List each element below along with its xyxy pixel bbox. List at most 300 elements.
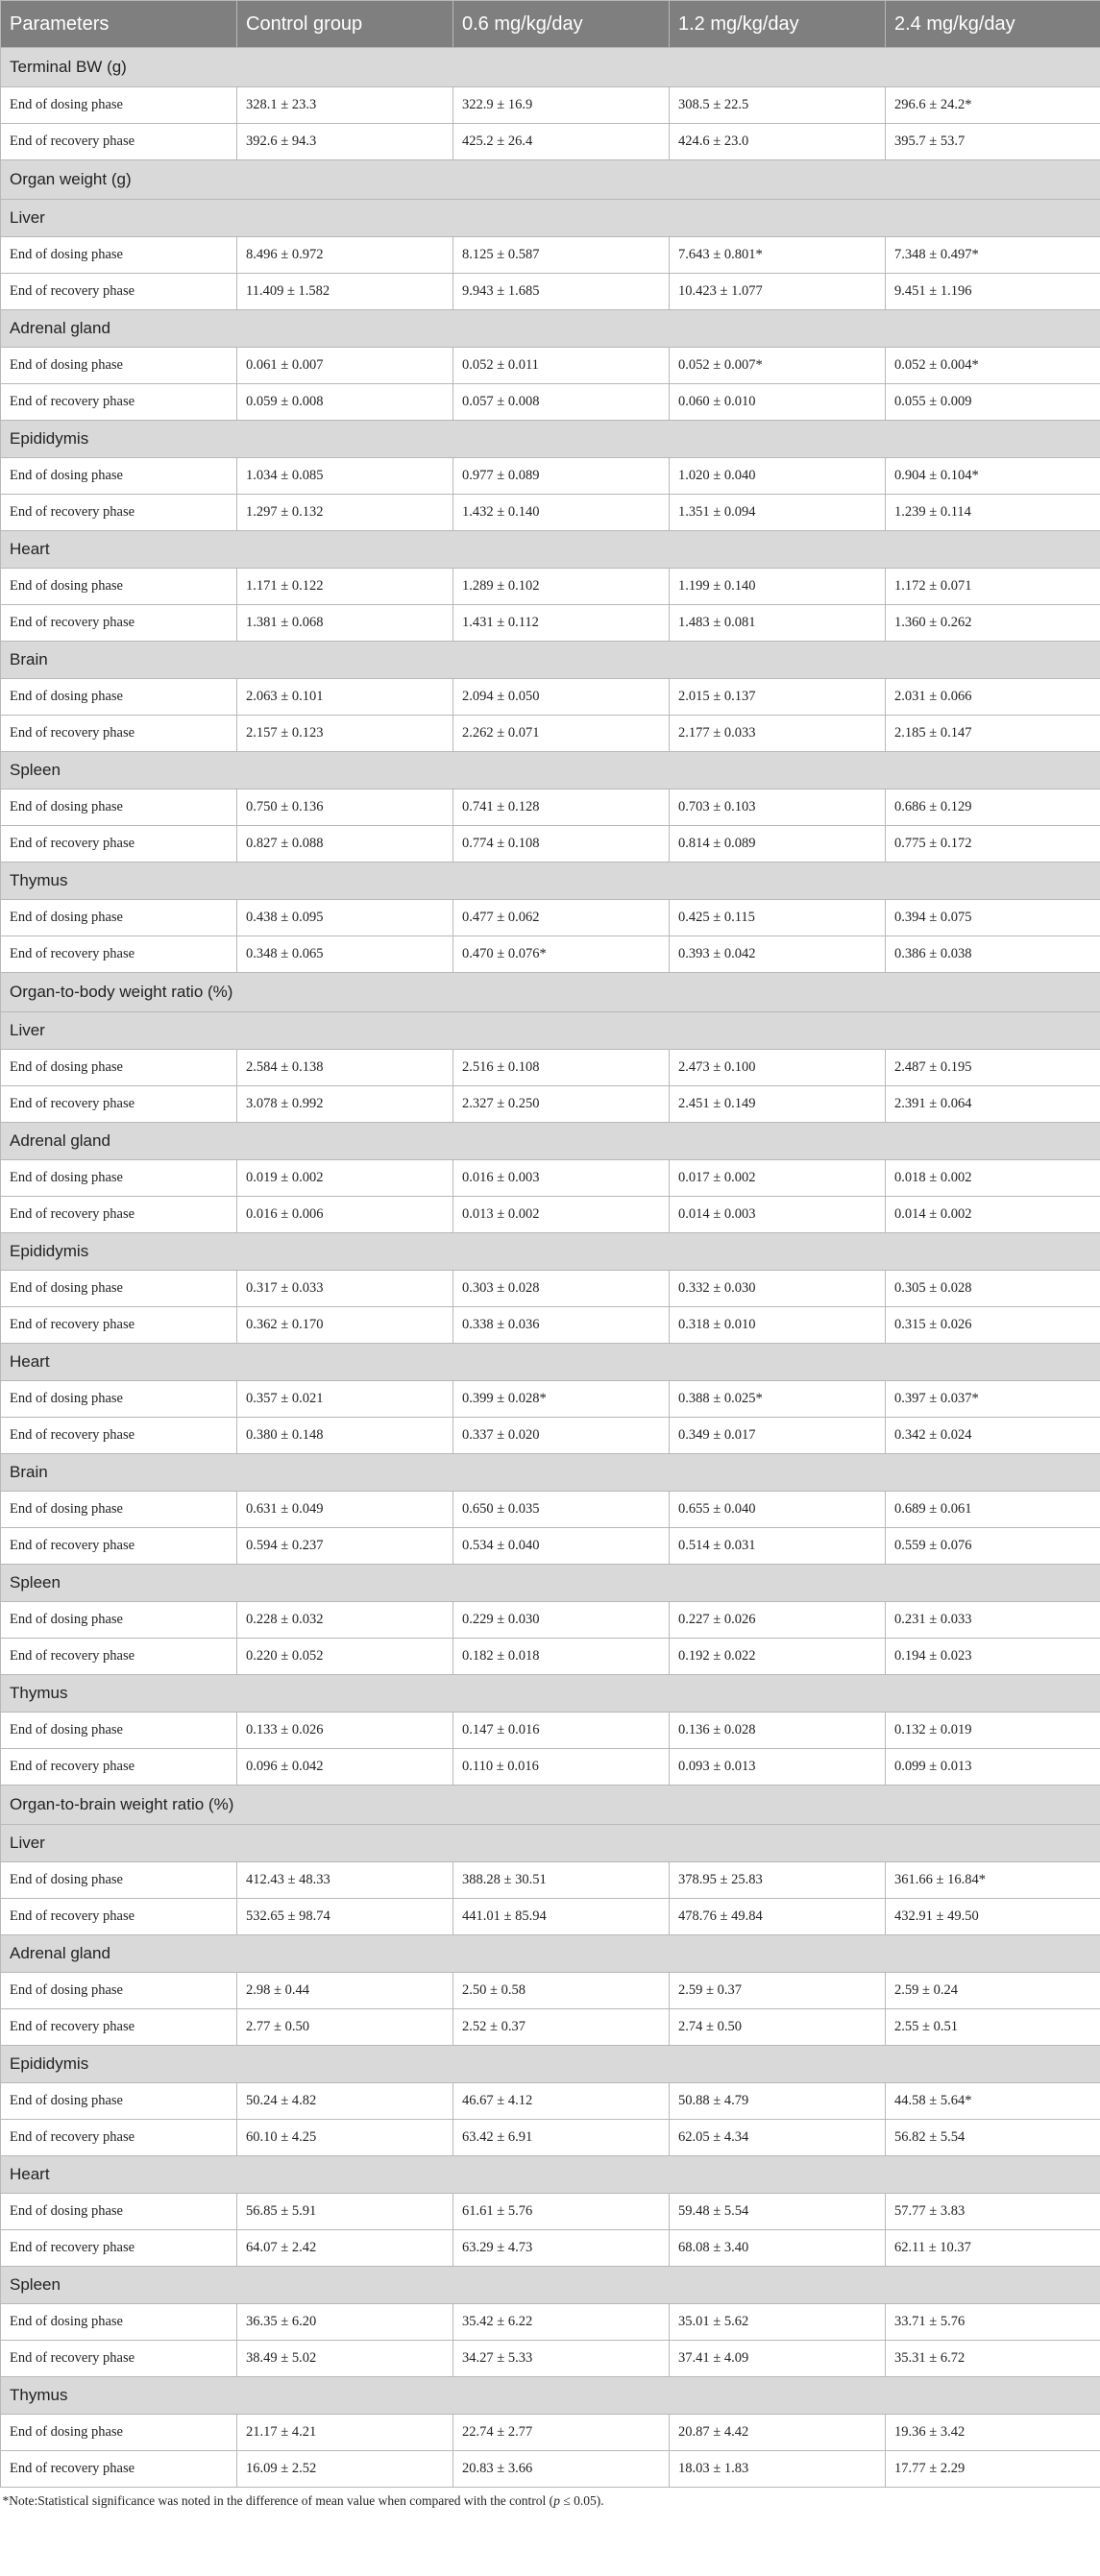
row-label-cell: End of dosing phase xyxy=(1,1862,237,1899)
row-label-cell: End of dosing phase xyxy=(1,237,237,274)
value-cell: 0.052 ± 0.011 xyxy=(453,348,670,384)
value-cell: 37.41 ± 4.09 xyxy=(670,2341,886,2377)
row-label-cell: End of dosing phase xyxy=(1,1271,237,1307)
value-cell: 9.943 ± 1.685 xyxy=(453,274,670,310)
row-label-cell: End of recovery phase xyxy=(1,1528,237,1565)
table-row xyxy=(1,569,1100,605)
value-cell: 1.432 ± 0.140 xyxy=(453,495,670,531)
value-cell: 0.349 ± 0.017 xyxy=(670,1418,886,1454)
table-row xyxy=(1,2009,1100,2046)
organ-header-row xyxy=(1,1675,1100,1713)
value-cell: 2.74 ± 0.50 xyxy=(670,2009,886,2046)
value-cell: 0.096 ± 0.042 xyxy=(237,1749,453,1786)
table-row xyxy=(1,458,1100,495)
group-header-row xyxy=(1,48,1100,87)
group-label: Terminal BW (g) xyxy=(1,48,1100,87)
table-row xyxy=(1,1862,1100,1899)
value-cell: 1.351 ± 0.094 xyxy=(670,495,886,531)
organ-label: Epididymis xyxy=(1,421,1100,458)
row-label-cell: End of dosing phase xyxy=(1,1381,237,1418)
row-label-cell: End of recovery phase xyxy=(1,1418,237,1454)
row-label-cell: End of dosing phase xyxy=(1,790,237,826)
table-header-row xyxy=(1,1,1100,48)
organ-header-row xyxy=(1,421,1100,458)
value-cell: 2.391 ± 0.064 xyxy=(886,1086,1100,1123)
table-row xyxy=(1,936,1100,973)
organ-label: Adrenal gland xyxy=(1,1123,1100,1160)
row-label-cell: End of dosing phase xyxy=(1,1050,237,1086)
value-cell: 0.342 ± 0.024 xyxy=(886,1418,1100,1454)
value-cell: 0.099 ± 0.013 xyxy=(886,1749,1100,1786)
organ-header-row xyxy=(1,1123,1100,1160)
value-cell: 412.43 ± 48.33 xyxy=(237,1862,453,1899)
value-cell: 1.431 ± 0.112 xyxy=(453,605,670,642)
value-cell: 3.078 ± 0.992 xyxy=(237,1086,453,1123)
value-cell: 1.020 ± 0.040 xyxy=(670,458,886,495)
value-cell: 64.07 ± 2.42 xyxy=(237,2230,453,2267)
table-row xyxy=(1,605,1100,642)
organ-header-row xyxy=(1,2377,1100,2415)
table-row xyxy=(1,348,1100,384)
table-row xyxy=(1,1602,1100,1639)
value-cell: 0.093 ± 0.013 xyxy=(670,1749,886,1786)
row-label-cell: End of dosing phase xyxy=(1,2083,237,2120)
value-cell: 2.031 ± 0.066 xyxy=(886,679,1100,716)
value-cell: 425.2 ± 26.4 xyxy=(453,124,670,160)
table-row xyxy=(1,1307,1100,1344)
footnote-row xyxy=(1,2488,1100,2510)
value-cell: 22.74 ± 2.77 xyxy=(453,2415,670,2451)
row-label-cell: End of recovery phase xyxy=(1,1639,237,1675)
organ-label: Adrenal gland xyxy=(1,1935,1100,1973)
row-label-cell: End of dosing phase xyxy=(1,679,237,716)
row-label-cell: End of recovery phase xyxy=(1,1307,237,1344)
value-cell: 0.061 ± 0.007 xyxy=(237,348,453,384)
value-cell: 0.194 ± 0.023 xyxy=(886,1639,1100,1675)
value-cell: 532.65 ± 98.74 xyxy=(237,1899,453,1935)
value-cell: 38.49 ± 5.02 xyxy=(237,2341,453,2377)
organ-header-row xyxy=(1,310,1100,348)
value-cell: 1.034 ± 0.085 xyxy=(237,458,453,495)
group-header-row xyxy=(1,973,1100,1012)
value-cell: 0.192 ± 0.022 xyxy=(670,1639,886,1675)
value-cell: 0.393 ± 0.042 xyxy=(670,936,886,973)
footnote-text-before: *Note:Statistical significance was noted in the difference of mean value when compared with the control ( xyxy=(2,2492,554,2508)
organ-header-row xyxy=(1,2267,1100,2304)
value-cell: 8.496 ± 0.972 xyxy=(237,237,453,274)
value-cell: 0.774 ± 0.108 xyxy=(453,826,670,863)
value-cell: 62.11 ± 10.37 xyxy=(886,2230,1100,2267)
organ-header-row xyxy=(1,2046,1100,2083)
value-cell: 2.59 ± 0.24 xyxy=(886,1973,1100,2009)
value-cell: 2.77 ± 0.50 xyxy=(237,2009,453,2046)
group-label: Organ-to-body weight ratio (%) xyxy=(1,973,1100,1012)
row-label-cell: End of recovery phase xyxy=(1,1086,237,1123)
value-cell: 0.136 ± 0.028 xyxy=(670,1713,886,1749)
value-cell: 1.172 ± 0.071 xyxy=(886,569,1100,605)
organ-label: Liver xyxy=(1,1012,1100,1050)
value-cell: 20.87 ± 4.42 xyxy=(670,2415,886,2451)
table-row xyxy=(1,2120,1100,2156)
organ-label: Liver xyxy=(1,1825,1100,1862)
value-cell: 0.650 ± 0.035 xyxy=(453,1492,670,1528)
value-cell: 328.1 ± 23.3 xyxy=(237,87,453,124)
value-cell: 0.477 ± 0.062 xyxy=(453,900,670,936)
row-label-cell: End of recovery phase xyxy=(1,2230,237,2267)
table-row xyxy=(1,1050,1100,1086)
value-cell: 8.125 ± 0.587 xyxy=(453,237,670,274)
value-cell: 392.6 ± 94.3 xyxy=(237,124,453,160)
value-cell: 0.133 ± 0.026 xyxy=(237,1713,453,1749)
value-cell: 0.750 ± 0.136 xyxy=(237,790,453,826)
value-cell: 9.451 ± 1.196 xyxy=(886,274,1100,310)
value-cell: 0.016 ± 0.006 xyxy=(237,1197,453,1233)
table-row xyxy=(1,679,1100,716)
row-label-cell: End of recovery phase xyxy=(1,605,237,642)
value-cell: 0.337 ± 0.020 xyxy=(453,1418,670,1454)
organ-header-row xyxy=(1,642,1100,679)
value-cell: 0.229 ± 0.030 xyxy=(453,1602,670,1639)
organ-label: Thymus xyxy=(1,863,1100,900)
value-cell: 0.362 ± 0.170 xyxy=(237,1307,453,1344)
footnote-text-after: ≤ 0.05). xyxy=(559,2492,604,2508)
value-cell: 0.397 ± 0.037* xyxy=(886,1381,1100,1418)
value-cell: 441.01 ± 85.94 xyxy=(453,1899,670,1935)
value-cell: 0.132 ± 0.019 xyxy=(886,1713,1100,1749)
row-label-cell: End of dosing phase xyxy=(1,900,237,936)
value-cell: 20.83 ± 3.66 xyxy=(453,2451,670,2488)
value-cell: 0.689 ± 0.061 xyxy=(886,1492,1100,1528)
row-label-cell: End of recovery phase xyxy=(1,2120,237,2156)
value-cell: 0.977 ± 0.089 xyxy=(453,458,670,495)
value-cell: 2.185 ± 0.147 xyxy=(886,716,1100,752)
value-cell: 0.305 ± 0.028 xyxy=(886,1271,1100,1307)
value-cell: 19.36 ± 3.42 xyxy=(886,2415,1100,2451)
value-cell: 21.17 ± 4.21 xyxy=(237,2415,453,2451)
value-cell: 36.35 ± 6.20 xyxy=(237,2304,453,2341)
value-cell: 2.98 ± 0.44 xyxy=(237,1973,453,2009)
footnote xyxy=(1,2488,1100,2510)
value-cell: 0.231 ± 0.033 xyxy=(886,1602,1100,1639)
value-cell: 1.360 ± 0.262 xyxy=(886,605,1100,642)
organ-header-row xyxy=(1,1344,1100,1381)
value-cell: 0.399 ± 0.028* xyxy=(453,1381,670,1418)
row-label-cell: End of recovery phase xyxy=(1,2009,237,2046)
table-row xyxy=(1,1418,1100,1454)
value-cell: 388.28 ± 30.51 xyxy=(453,1862,670,1899)
organ-label: Epididymis xyxy=(1,2046,1100,2083)
organ-header-row xyxy=(1,1012,1100,1050)
value-cell: 0.338 ± 0.036 xyxy=(453,1307,670,1344)
value-cell: 0.775 ± 0.172 xyxy=(886,826,1100,863)
value-cell: 0.057 ± 0.008 xyxy=(453,384,670,421)
value-cell: 0.655 ± 0.040 xyxy=(670,1492,886,1528)
value-cell: 2.063 ± 0.101 xyxy=(237,679,453,716)
value-cell: 0.470 ± 0.076* xyxy=(453,936,670,973)
value-cell: 424.6 ± 23.0 xyxy=(670,124,886,160)
value-cell: 432.91 ± 49.50 xyxy=(886,1899,1100,1935)
value-cell: 2.015 ± 0.137 xyxy=(670,679,886,716)
value-cell: 2.52 ± 0.37 xyxy=(453,2009,670,2046)
organ-header-row xyxy=(1,200,1100,237)
row-label-cell: End of recovery phase xyxy=(1,2451,237,2488)
value-cell: 2.584 ± 0.138 xyxy=(237,1050,453,1086)
value-cell: 2.55 ± 0.51 xyxy=(886,2009,1100,2046)
value-cell: 0.228 ± 0.032 xyxy=(237,1602,453,1639)
organ-header-row xyxy=(1,863,1100,900)
organ-header-row xyxy=(1,1935,1100,1973)
value-cell: 0.904 ± 0.104* xyxy=(886,458,1100,495)
value-cell: 2.59 ± 0.37 xyxy=(670,1973,886,2009)
table-row xyxy=(1,826,1100,863)
table-row xyxy=(1,1271,1100,1307)
value-cell: 0.014 ± 0.002 xyxy=(886,1197,1100,1233)
value-cell: 0.303 ± 0.028 xyxy=(453,1271,670,1307)
header-parameters: Parameters xyxy=(1,1,237,48)
value-cell: 56.82 ± 5.54 xyxy=(886,2120,1100,2156)
value-cell: 0.052 ± 0.007* xyxy=(670,348,886,384)
row-label-cell: End of recovery phase xyxy=(1,384,237,421)
value-cell: 478.76 ± 49.84 xyxy=(670,1899,886,1935)
value-cell: 2.177 ± 0.033 xyxy=(670,716,886,752)
row-label-cell: End of recovery phase xyxy=(1,495,237,531)
value-cell: 0.017 ± 0.002 xyxy=(670,1160,886,1197)
value-cell: 0.016 ± 0.003 xyxy=(453,1160,670,1197)
value-cell: 1.239 ± 0.114 xyxy=(886,495,1100,531)
organ-label: Thymus xyxy=(1,1675,1100,1713)
group-label: Organ-to-brain weight ratio (%) xyxy=(1,1786,1100,1825)
value-cell: 0.018 ± 0.002 xyxy=(886,1160,1100,1197)
value-cell: 0.227 ± 0.026 xyxy=(670,1602,886,1639)
value-cell: 296.6 ± 24.2* xyxy=(886,87,1100,124)
value-cell: 0.019 ± 0.002 xyxy=(237,1160,453,1197)
organ-label: Liver xyxy=(1,200,1100,237)
value-cell: 18.03 ± 1.83 xyxy=(670,2451,886,2488)
value-cell: 322.9 ± 16.9 xyxy=(453,87,670,124)
organ-label: Spleen xyxy=(1,1565,1100,1602)
row-label-cell: End of dosing phase xyxy=(1,2194,237,2230)
value-cell: 0.318 ± 0.010 xyxy=(670,1307,886,1344)
table-row xyxy=(1,2415,1100,2451)
table-row xyxy=(1,1528,1100,1565)
value-cell: 2.094 ± 0.050 xyxy=(453,679,670,716)
value-cell: 7.643 ± 0.801* xyxy=(670,237,886,274)
organ-header-row xyxy=(1,1233,1100,1271)
row-label-cell: End of recovery phase xyxy=(1,1197,237,1233)
row-label-cell: End of recovery phase xyxy=(1,1749,237,1786)
header-dose-0-6: 0.6 mg/kg/day xyxy=(453,1,670,48)
group-header-row xyxy=(1,1786,1100,1825)
table-row xyxy=(1,1160,1100,1197)
value-cell: 17.77 ± 2.29 xyxy=(886,2451,1100,2488)
value-cell: 2.451 ± 0.149 xyxy=(670,1086,886,1123)
value-cell: 0.348 ± 0.065 xyxy=(237,936,453,973)
table-row xyxy=(1,2230,1100,2267)
table-row xyxy=(1,900,1100,936)
table-row xyxy=(1,1381,1100,1418)
value-cell: 63.42 ± 6.91 xyxy=(453,2120,670,2156)
row-label-cell: End of dosing phase xyxy=(1,87,237,124)
value-cell: 0.514 ± 0.031 xyxy=(670,1528,886,1565)
value-cell: 35.42 ± 6.22 xyxy=(453,2304,670,2341)
table-row xyxy=(1,274,1100,310)
value-cell: 0.386 ± 0.038 xyxy=(886,936,1100,973)
value-cell: 2.327 ± 0.250 xyxy=(453,1086,670,1123)
organ-label: Epididymis xyxy=(1,1233,1100,1271)
table-row xyxy=(1,2304,1100,2341)
header-dose-1-2: 1.2 mg/kg/day xyxy=(670,1,886,48)
value-cell: 44.58 ± 5.64* xyxy=(886,2083,1100,2120)
value-cell: 378.95 ± 25.83 xyxy=(670,1862,886,1899)
table-row xyxy=(1,1713,1100,1749)
table-row xyxy=(1,2341,1100,2377)
value-cell: 50.24 ± 4.82 xyxy=(237,2083,453,2120)
value-cell: 0.317 ± 0.033 xyxy=(237,1271,453,1307)
value-cell: 56.85 ± 5.91 xyxy=(237,2194,453,2230)
value-cell: 62.05 ± 4.34 xyxy=(670,2120,886,2156)
organ-label: Heart xyxy=(1,2156,1100,2194)
row-label-cell: End of dosing phase xyxy=(1,1602,237,1639)
value-cell: 0.060 ± 0.010 xyxy=(670,384,886,421)
table-row xyxy=(1,790,1100,826)
value-cell: 0.703 ± 0.103 xyxy=(670,790,886,826)
value-cell: 46.67 ± 4.12 xyxy=(453,2083,670,2120)
table-row xyxy=(1,1086,1100,1123)
value-cell: 34.27 ± 5.33 xyxy=(453,2341,670,2377)
value-cell: 0.052 ± 0.004* xyxy=(886,348,1100,384)
organ-label: Thymus xyxy=(1,2377,1100,2415)
group-label: Organ weight (g) xyxy=(1,160,1100,200)
organ-label: Heart xyxy=(1,531,1100,569)
value-cell: 0.110 ± 0.016 xyxy=(453,1749,670,1786)
value-cell: 1.381 ± 0.068 xyxy=(237,605,453,642)
value-cell: 0.220 ± 0.052 xyxy=(237,1639,453,1675)
value-cell: 0.814 ± 0.089 xyxy=(670,826,886,863)
value-cell: 0.388 ± 0.025* xyxy=(670,1381,886,1418)
table-row xyxy=(1,237,1100,274)
value-cell: 7.348 ± 0.497* xyxy=(886,237,1100,274)
value-cell: 1.297 ± 0.132 xyxy=(237,495,453,531)
table-row xyxy=(1,87,1100,124)
value-cell: 0.686 ± 0.129 xyxy=(886,790,1100,826)
value-cell: 361.66 ± 16.84* xyxy=(886,1862,1100,1899)
table-row xyxy=(1,495,1100,531)
row-label-cell: End of recovery phase xyxy=(1,2341,237,2377)
table-row xyxy=(1,2083,1100,2120)
value-cell: 0.594 ± 0.237 xyxy=(237,1528,453,1565)
value-cell: 0.332 ± 0.030 xyxy=(670,1271,886,1307)
value-cell: 2.473 ± 0.100 xyxy=(670,1050,886,1086)
value-cell: 0.534 ± 0.040 xyxy=(453,1528,670,1565)
organ-header-row xyxy=(1,1565,1100,1602)
value-cell: 68.08 ± 3.40 xyxy=(670,2230,886,2267)
row-label-cell: End of dosing phase xyxy=(1,569,237,605)
table-row xyxy=(1,1749,1100,1786)
table-row xyxy=(1,716,1100,752)
row-label-cell: End of dosing phase xyxy=(1,2304,237,2341)
table-row xyxy=(1,124,1100,160)
table-body xyxy=(1,48,1100,2488)
value-cell: 0.059 ± 0.008 xyxy=(237,384,453,421)
organ-label: Spleen xyxy=(1,752,1100,790)
value-cell: 0.182 ± 0.018 xyxy=(453,1639,670,1675)
row-label-cell: End of recovery phase xyxy=(1,826,237,863)
value-cell: 395.7 ± 53.7 xyxy=(886,124,1100,160)
organ-label: Brain xyxy=(1,642,1100,679)
row-label-cell: End of recovery phase xyxy=(1,716,237,752)
value-cell: 60.10 ± 4.25 xyxy=(237,2120,453,2156)
organ-label: Adrenal gland xyxy=(1,310,1100,348)
group-header-row xyxy=(1,160,1100,200)
value-cell: 0.631 ± 0.049 xyxy=(237,1492,453,1528)
table-row xyxy=(1,1197,1100,1233)
value-cell: 0.357 ± 0.021 xyxy=(237,1381,453,1418)
value-cell: 0.438 ± 0.095 xyxy=(237,900,453,936)
value-cell: 0.425 ± 0.115 xyxy=(670,900,886,936)
value-cell: 0.827 ± 0.088 xyxy=(237,826,453,863)
organ-header-row xyxy=(1,1825,1100,1862)
value-cell: 0.014 ± 0.003 xyxy=(670,1197,886,1233)
row-label-cell: End of dosing phase xyxy=(1,2415,237,2451)
organ-header-row xyxy=(1,2156,1100,2194)
table-row xyxy=(1,1639,1100,1675)
value-cell: 35.31 ± 6.72 xyxy=(886,2341,1100,2377)
row-label-cell: End of dosing phase xyxy=(1,1160,237,1197)
table-row xyxy=(1,1899,1100,1935)
footnote-p-symbol: p xyxy=(553,2492,560,2508)
table-row xyxy=(1,384,1100,421)
value-cell: 2.487 ± 0.195 xyxy=(886,1050,1100,1086)
organ-label: Spleen xyxy=(1,2267,1100,2304)
value-cell: 0.315 ± 0.026 xyxy=(886,1307,1100,1344)
value-cell: 35.01 ± 5.62 xyxy=(670,2304,886,2341)
value-cell: 11.409 ± 1.582 xyxy=(237,274,453,310)
value-cell: 0.559 ± 0.076 xyxy=(886,1528,1100,1565)
row-label-cell: End of dosing phase xyxy=(1,1973,237,2009)
value-cell: 1.289 ± 0.102 xyxy=(453,569,670,605)
header-dose-2-4: 2.4 mg/kg/day xyxy=(886,1,1100,48)
value-cell: 0.380 ± 0.148 xyxy=(237,1418,453,1454)
value-cell: 59.48 ± 5.54 xyxy=(670,2194,886,2230)
value-cell: 33.71 ± 5.76 xyxy=(886,2304,1100,2341)
value-cell: 10.423 ± 1.077 xyxy=(670,274,886,310)
row-label-cell: End of recovery phase xyxy=(1,1899,237,1935)
value-cell: 2.262 ± 0.071 xyxy=(453,716,670,752)
value-cell: 2.157 ± 0.123 xyxy=(237,716,453,752)
organ-header-row xyxy=(1,752,1100,790)
value-cell: 0.147 ± 0.016 xyxy=(453,1713,670,1749)
value-cell: 63.29 ± 4.73 xyxy=(453,2230,670,2267)
value-cell: 50.88 ± 4.79 xyxy=(670,2083,886,2120)
row-label-cell: End of dosing phase xyxy=(1,348,237,384)
value-cell: 1.483 ± 0.081 xyxy=(670,605,886,642)
value-cell: 0.013 ± 0.002 xyxy=(453,1197,670,1233)
value-cell: 308.5 ± 22.5 xyxy=(670,87,886,124)
row-label-cell: End of dosing phase xyxy=(1,458,237,495)
value-cell: 0.055 ± 0.009 xyxy=(886,384,1100,421)
value-cell: 1.171 ± 0.122 xyxy=(237,569,453,605)
value-cell: 57.77 ± 3.83 xyxy=(886,2194,1100,2230)
row-label-cell: End of recovery phase xyxy=(1,274,237,310)
value-cell: 2.516 ± 0.108 xyxy=(453,1050,670,1086)
header-control-group: Control group xyxy=(237,1,453,48)
row-label-cell: End of recovery phase xyxy=(1,936,237,973)
value-cell: 61.61 ± 5.76 xyxy=(453,2194,670,2230)
value-cell: 1.199 ± 0.140 xyxy=(670,569,886,605)
row-label-cell: End of dosing phase xyxy=(1,1713,237,1749)
value-cell: 0.394 ± 0.075 xyxy=(886,900,1100,936)
value-cell: 0.741 ± 0.128 xyxy=(453,790,670,826)
